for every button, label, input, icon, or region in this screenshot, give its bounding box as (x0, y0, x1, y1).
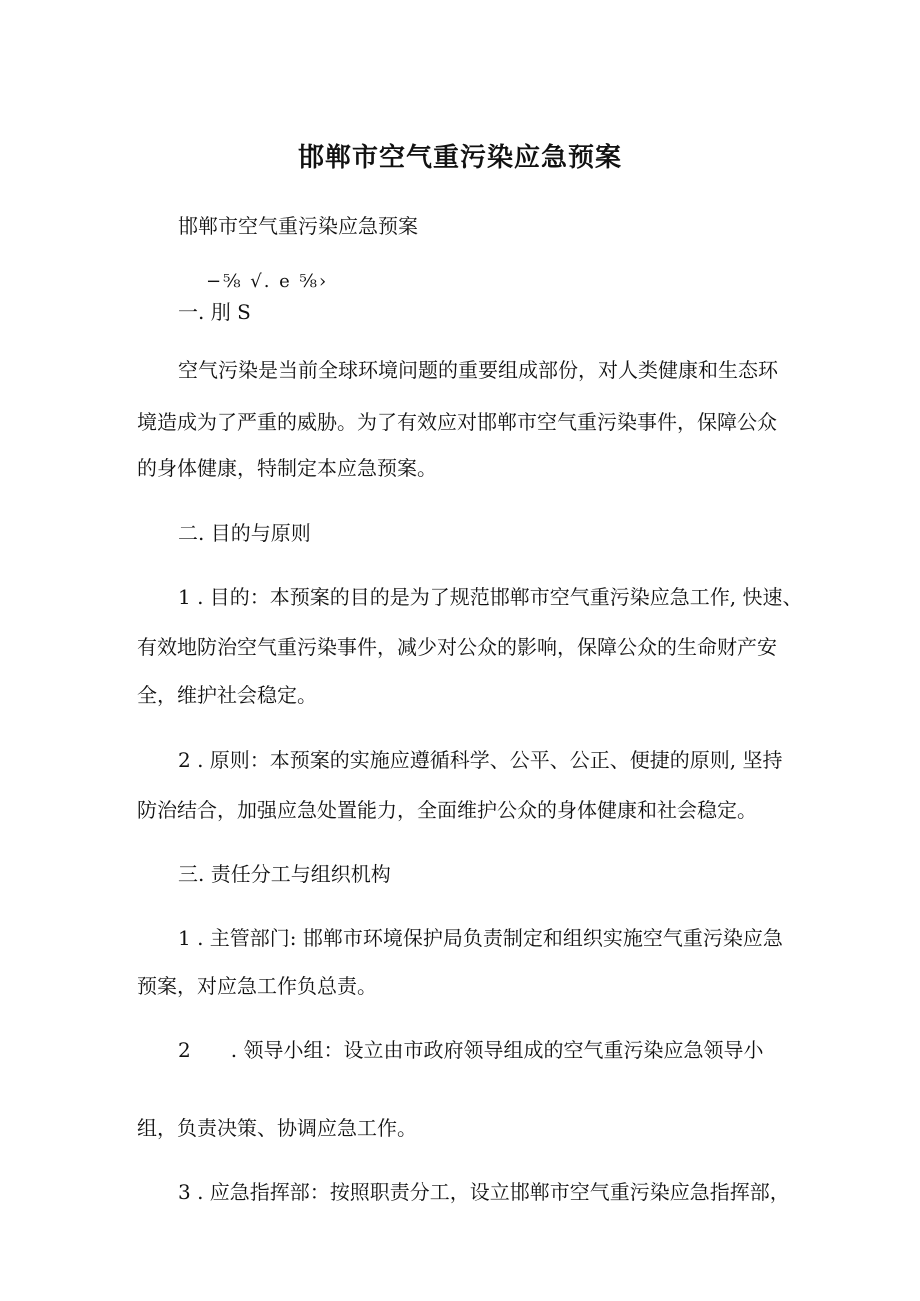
section-3-item-1-line-1: 1 . 主管部门: 邯郸市环境保护局负责制定和组织实施空气重污染应急 (178, 926, 783, 950)
garbled-text-line: −⅝ √. e ⅝› (206, 271, 329, 292)
section-3-item-2-line-2: 组，负责决策、协调应急工作。 (137, 1116, 417, 1140)
section-1-paragraph-line-3: 的身体健康，特制定本应急预案。 (137, 456, 437, 480)
section-3-item-1-line-2: 预案，对应急工作负总责。 (137, 974, 377, 998)
document-subtitle: 邯郸市空气重污染应急预案 (178, 214, 418, 238)
section-2-heading: 二. 目的与原则 (178, 521, 311, 545)
section-2-item-2-line-1: 2 . 原则：本预案的实施应遵循科学、公平、公正、便捷的原则, 坚持 (178, 748, 783, 772)
section-1-paragraph-line-1: 空气污染是当前全球环境问题的重要组成部份，对人类健康和生态环 (178, 358, 778, 382)
section-2-item-2-line-2: 防治结合，加强应急处置能力，全面维护公众的身体健康和社会稳定。 (137, 798, 757, 822)
section-1-paragraph-line-2: 境造成为了严重的威胁。为了有效应对邯郸市空气重污染事件，保障公众 (137, 410, 777, 434)
section-3-item-3-line-1: 3 . 应急指挥部：按照职责分工，设立邯郸市空气重污染应急指挥部， (178, 1180, 790, 1204)
document-title: 邯郸市空气重污染应急预案 (297, 143, 622, 173)
section-3-item-2-line-1: 2 . 领导小组：设立由市政府领导组成的空气重污染应急领导小 (178, 1038, 764, 1062)
section-2-item-1-line-3: 全，维护社会稳定。 (137, 683, 317, 707)
section-2-item-1-line-1: 1 . 目的：本预案的目的是为了规范邯郸市空气重污染应急工作, 快速、 (178, 585, 803, 609)
section-1-heading: 一. 刖 S (178, 300, 251, 324)
section-3-heading: 三. 责任分工与组织机构 (178, 862, 391, 886)
section-2-item-1-line-2: 有效地防治空气重污染事件，减少对公众的影响，保障公众的生命财产安 (137, 635, 777, 659)
